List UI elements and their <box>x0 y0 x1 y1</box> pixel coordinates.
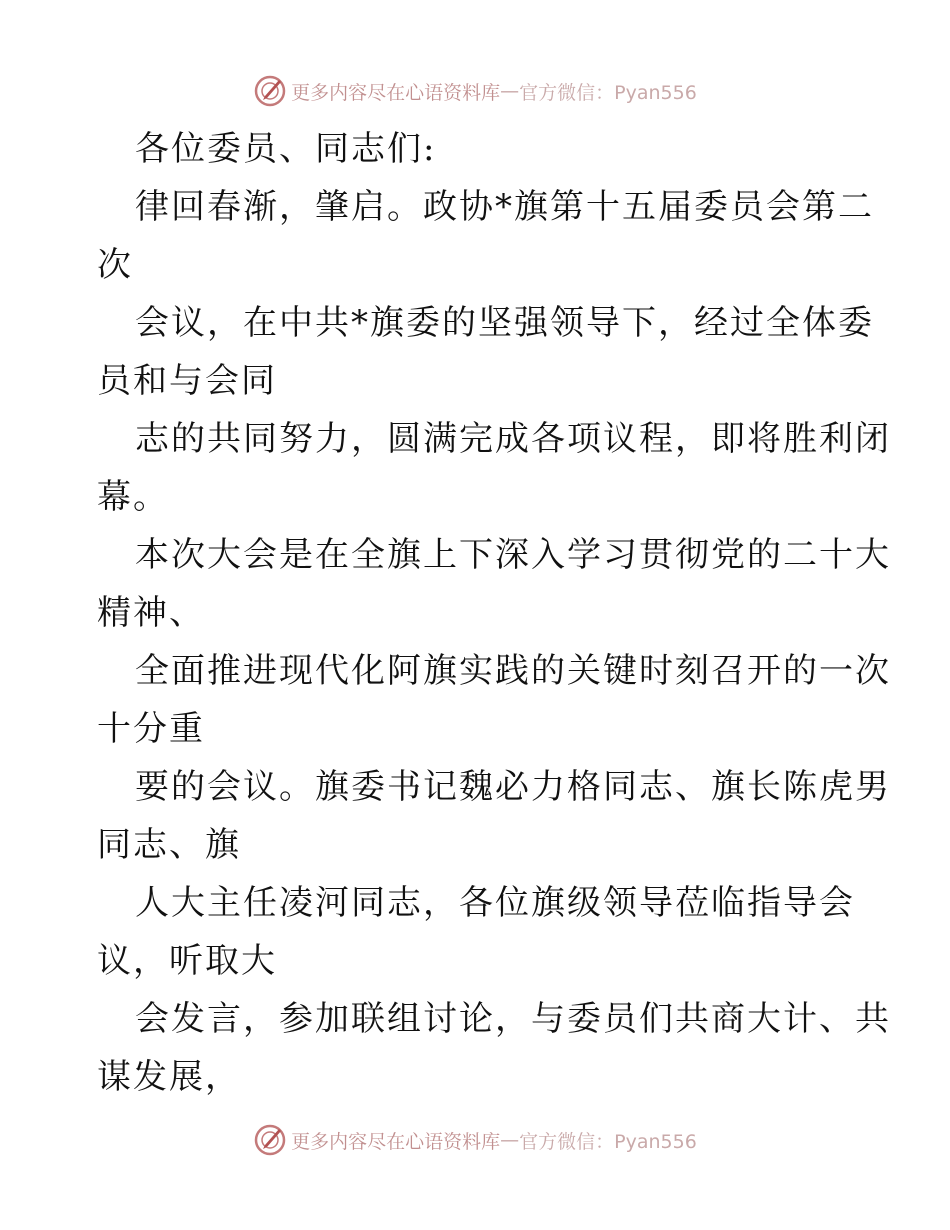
watermark-header <box>0 71 950 111</box>
paragraph-line: 员和与会同 <box>97 361 277 401</box>
paragraph-line: 次 <box>97 245 133 285</box>
watermark-site-text: 更多内容尽在心语资料库 <box>291 1130 501 1153</box>
paragraph-line: 志的共同努力，圆满完成各项议程，即将胜利闭 <box>135 419 891 459</box>
quill-logo-icon <box>253 1123 287 1157</box>
paragraph-line: 本次大会是在全旗上下深入学习贯彻党的二十大 <box>135 535 891 575</box>
salutation-line: 各位委员、同志们: <box>135 129 437 169</box>
paragraph-line: 人大主任凌河同志，各位旗级领导莅临指导会 <box>135 883 855 923</box>
paragraph-line: 幕。 <box>97 477 169 517</box>
watermark-separator: — <box>500 80 520 102</box>
watermark-separator: — <box>500 1129 520 1151</box>
paragraph-line: 十分重 <box>97 709 205 749</box>
watermark-contact-text: 官方微信：Pyan556 <box>519 81 697 104</box>
watermark-site-text: 更多内容尽在心语资料库 <box>291 81 501 104</box>
watermark-footer <box>0 1120 950 1160</box>
paragraph-line: 律回春渐，肇启。政协*旗第十五届委员会第二 <box>135 187 874 227</box>
paragraph-line: 同志、旗 <box>97 825 241 865</box>
paragraph-line: 要的会议。旗委书记魏必力格同志、旗长陈虎男 <box>135 767 891 807</box>
paragraph-line: 议，听取大 <box>97 941 277 981</box>
quill-logo-icon <box>253 74 287 108</box>
paragraph-line: 会议，在中共*旗委的坚强领导下，经过全体委 <box>135 303 874 343</box>
paragraph-line: 全面推进现代化阿旗实践的关键时刻召开的一次 <box>135 651 891 691</box>
watermark-contact-text: 官方微信：Pyan556 <box>519 1130 697 1153</box>
paragraph-line: 精神、 <box>97 593 205 633</box>
paragraph-line: 谋发展， <box>97 1057 241 1097</box>
paragraph-line: 会发言，参加联组讨论，与委员们共商大计、共 <box>135 999 891 1039</box>
